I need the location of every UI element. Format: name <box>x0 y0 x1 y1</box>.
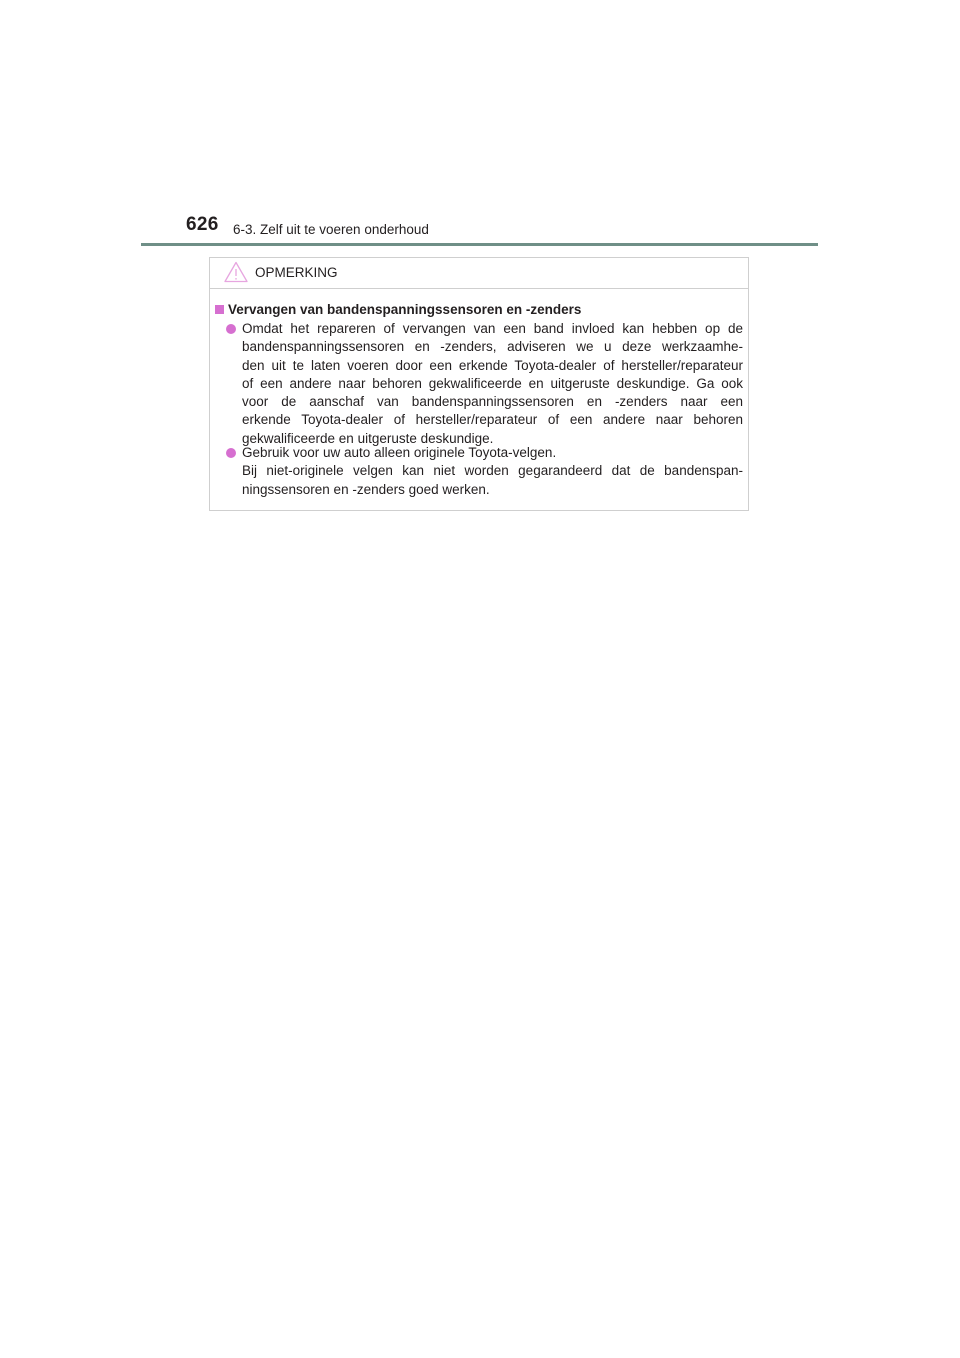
text-line: erkende Toyota-dealer of hersteller/reparateur of een andere naar behoren <box>242 412 743 428</box>
list-item-text <box>242 444 743 499</box>
header-rule <box>141 243 818 246</box>
text-line: den uit te laten voeren door een erkende Toyota-dealer of hersteller/reparateur <box>242 357 743 373</box>
circle-bullet-icon <box>226 324 236 334</box>
page-number: 626 <box>186 214 219 235</box>
notice-title: OPMERKING <box>255 265 338 280</box>
notice-box <box>209 257 749 511</box>
section-heading <box>215 302 581 317</box>
text-line: of een andere naar behoren gekwalificeerde en uitgeruste deskundige. Ga ook <box>242 375 743 391</box>
text-line: Gebruik voor uw auto alleen originele Toyota-velgen. <box>242 445 557 460</box>
warning-triangle-icon <box>224 261 248 283</box>
text-line: ningssensoren en -zenders goed werken. <box>242 481 490 497</box>
text-line: Omdat het repareren of vervangen van een band invloed kan hebben op de <box>242 321 743 336</box>
section-heading-text: Vervangen van bandenspanningssensoren en -zenders <box>228 302 582 317</box>
notice-header <box>210 258 748 289</box>
square-bullet-icon <box>215 305 224 314</box>
text-line: Bij niet-originele velgen kan niet worden gegarandeerd dat de bandenspan- <box>242 463 743 479</box>
text-line: gekwalificeerde en uitgeruste deskundige. <box>242 430 494 446</box>
list-item <box>226 444 743 499</box>
circle-bullet-icon <box>226 448 236 458</box>
list-item-text <box>242 320 743 448</box>
text-line: bandenspanningssensoren en -zenders, adviseren we u deze werkzaamhe- <box>242 339 743 355</box>
chapter-title: 6-3. Zelf uit te voeren onderhoud <box>233 222 429 237</box>
list-item <box>226 320 743 448</box>
text-line: voor de aanschaf van bandenspanningssensoren en -zenders naar een <box>242 394 743 410</box>
